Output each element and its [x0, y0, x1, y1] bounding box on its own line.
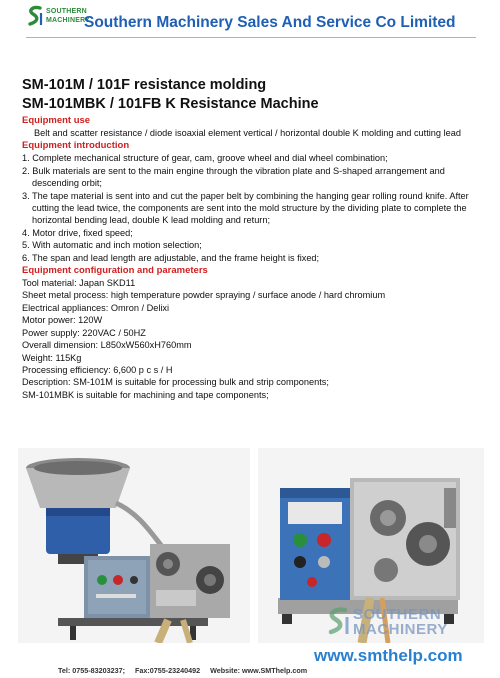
- config-line: Overall dimension: L850xW560xH760mm: [22, 340, 192, 351]
- product-title-1: SM-101M / 101F resistance molding: [22, 77, 267, 93]
- config-line: SM-101MBK is suitable for machining and tape components;: [22, 389, 269, 400]
- intro-item: 1. Complete mechanical structure of gear, cam, groove wheel and dial wheel combination;: [22, 153, 388, 164]
- logo-mark-icon: [26, 5, 44, 27]
- config-line: Description: SM-101M is suitable for processing bulk and strip components;: [22, 377, 329, 388]
- company-name: Southern Machinery Sales And Service Co Limited: [84, 14, 456, 31]
- config-line: Power supply: 220VAC / 50HZ: [22, 327, 146, 338]
- equipment-use-text: Belt and scatter resistance / diode isoaxial element vertical / horizontal double K molding and cutting lead: [34, 128, 461, 138]
- config-line: Electrical appliances: Omron / Delixi: [22, 302, 170, 313]
- footer-fax: Fax:0755-23240492: [135, 666, 201, 675]
- config-line: Sheet metal process: high temperature powder spraying / surface anode / hard chromium: [22, 290, 386, 301]
- intro-item: 6. The span and lead length are adjustable, and the frame height is fixed;: [22, 252, 320, 263]
- section-heading-introduction: Equipment introduction: [22, 140, 130, 152]
- intro-item: 5. With automatic and inch motion selection;: [22, 240, 202, 251]
- section-heading-configuration: Equipment configuration and parameters: [22, 265, 208, 277]
- footer-website: Website: www.SMThelp.com: [210, 666, 308, 675]
- section-heading-use: Equipment use: [22, 115, 91, 126]
- intro-item: 4. Motor drive, fixed speed;: [22, 227, 133, 238]
- logo-text-top: SOUTHERN: [46, 8, 87, 15]
- product-title-2: SM-101MBK / 101FB K Resistance Machine: [22, 96, 319, 112]
- watermark-logo: [325, 606, 485, 636]
- intro-item: 2. Bulk materials are sent to the main engine through the vibration plate and S-shaped arrangement and descending orbit;: [22, 165, 445, 189]
- config-line: Processing efficiency: 6,600 p c s / H: [22, 364, 173, 375]
- watermark-text-bottom: MACHINERY: [353, 621, 448, 638]
- config-line: Weight: 115Kg: [22, 352, 82, 363]
- page-footer: [58, 666, 315, 675]
- website-banner: www.smthelp.com: [314, 646, 463, 665]
- footer-tel: Tel: 0755-83203237;: [58, 666, 125, 675]
- watermark-text-top: SOUTHERN: [353, 606, 442, 623]
- config-line: Tool material: Japan SKD11: [22, 278, 136, 289]
- machine-photo-bowl-feeder: [18, 448, 250, 643]
- logo-text-bottom: MACHINERY: [46, 17, 90, 24]
- header-divider: [26, 37, 476, 38]
- intro-item: 3. The tape material is sent into and cut the paper belt by combining the hanging gear rolling round knife. After cutting the lead twice, the components are sent into the mold structure by the dividing plate to complete the horizontal bending lead, double K lead molding and return;: [22, 190, 469, 226]
- watermark-mark-icon: [325, 606, 351, 636]
- document-body: [22, 76, 482, 401]
- company-logo: [26, 5, 88, 29]
- page-header: [0, 0, 500, 42]
- config-line: Motor power: 120W: [22, 315, 103, 326]
